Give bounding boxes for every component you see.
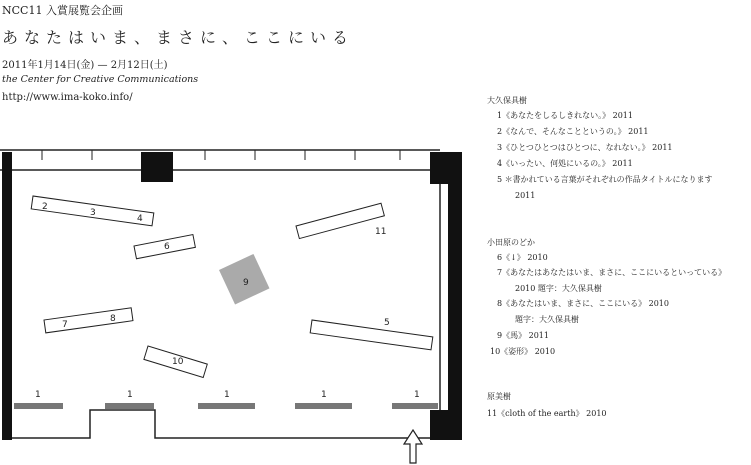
exhibition-venue: the Center for Creative Communications (2, 74, 199, 85)
artwork-1-rail (295, 403, 352, 409)
artwork-1-rail (105, 403, 154, 409)
window-mullions (42, 150, 400, 160)
artwork-1-rail (14, 403, 63, 409)
artwork-1-label: 1 (414, 390, 420, 400)
legend-artist: 原美樹 (487, 392, 511, 401)
exhibition-url[interactable]: http://www.ima-koko.info/ (2, 92, 133, 103)
artwork-1-label: 1 (127, 390, 133, 400)
legend-item: 3《ひとつひとつはひとつに、なれない。》 2011 (497, 143, 673, 152)
column-top-right (430, 152, 462, 184)
column-top (141, 152, 173, 182)
exhibition-title: あなたはいま、まさに、ここにいる (2, 28, 355, 47)
floor-plan (0, 140, 480, 465)
legend-item: 4《いったい、何処にいるの。》 2011 (497, 159, 633, 168)
right-wall (448, 184, 462, 440)
legend-item: 8《あなたはいま、まさに、ここにいる》 2010 (497, 299, 669, 308)
artwork-number: 7 (62, 320, 68, 330)
artwork-1-rail (198, 403, 255, 409)
artwork-number: 3 (90, 208, 96, 218)
legend-item: 5 ＊書かれている言葉がそれぞれの作品タイトルになります (497, 175, 713, 184)
artwork-7-8 (44, 308, 133, 333)
legend-artist: 小田原のどか (487, 238, 535, 247)
legend-item: 2《なんで、そんなことというの。》 2011 (497, 127, 649, 136)
legend-item: 9《馬》 2011 (497, 331, 549, 340)
artwork-1-label: 1 (224, 390, 230, 400)
bottom-wall (12, 410, 430, 438)
artwork-number: 10 (172, 357, 184, 367)
legend-item: 2010 題字：大久保具樹 (515, 284, 602, 293)
legend-artist: 大久保具樹 (487, 96, 527, 105)
artwork-number: 5 (384, 318, 390, 328)
legend-item: 2011 (515, 191, 536, 200)
exhibition-org: NCC11 入賞展覧会企画 (2, 4, 123, 17)
artwork-1-label: 1 (35, 390, 41, 400)
legend-item: 7《あなたはあなたはいま、まさに、ここにいるといっている》 (497, 268, 727, 277)
artwork-number: 2 (42, 202, 48, 212)
legend-item: 題字：大久保具樹 (515, 315, 579, 324)
artwork-5 (310, 320, 433, 350)
legend-item: 6《↓》 2010 (497, 253, 548, 262)
artwork-1-label: 1 (321, 390, 327, 400)
up-arrow-icon (404, 430, 422, 463)
artwork-number: 6 (164, 242, 170, 252)
artwork-number: 11 (375, 227, 387, 237)
artwork-11 (296, 203, 387, 238)
artwork-number: 9 (243, 278, 249, 288)
legend-item: 11《cloth of the earth》 2010 (487, 409, 607, 418)
artwork-number: 8 (110, 314, 116, 324)
legend-item: 1《あなたをしるしきれない。》 2011 (497, 111, 633, 120)
column-bottom-right (430, 410, 462, 440)
artwork-number: 4 (137, 214, 143, 224)
left-wall (2, 152, 12, 440)
legend-item: 10《姿形》 2010 (490, 347, 556, 356)
artwork-1-rail (392, 403, 438, 409)
exhibition-dates: 2011年1月14日(金) — 2月12日(土) (2, 60, 168, 71)
